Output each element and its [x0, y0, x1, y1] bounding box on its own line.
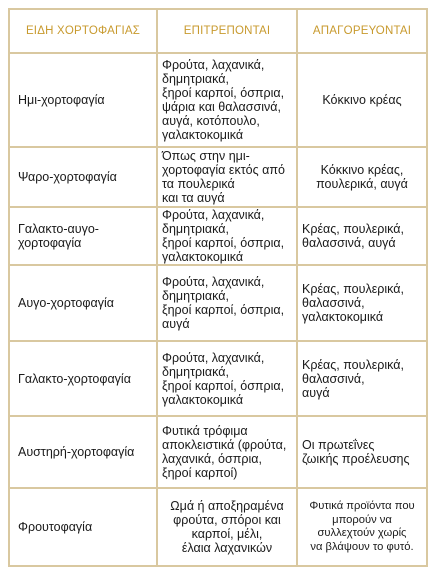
table-row — [9, 207, 427, 265]
forbidden-cell — [297, 147, 427, 207]
allowed-cell — [157, 265, 297, 341]
allowed-cell — [157, 341, 297, 416]
allowed-line: Όπως στην ημι- — [162, 149, 250, 163]
diet-type-cell — [9, 207, 157, 265]
allowed-cell — [157, 416, 297, 488]
diet-type-label: Ψαρο-χορτοφαγία — [18, 170, 117, 184]
diet-type-label: Αυγο-χορτοφαγία — [18, 296, 114, 310]
header-diet-type: ΕΙΔΗ ΧΟΡΤΟΦΑΓΙΑΣ — [9, 9, 157, 53]
forbidden-line: θαλασσινά, αυγά — [302, 236, 396, 250]
allowed-line: χορτοφαγία εκτός από — [162, 163, 285, 177]
diet-type-label: Γαλακτο-αυγο- — [18, 222, 99, 236]
forbidden-line: ζωικής προέλευσης — [302, 452, 410, 466]
allowed-line: ψάρια και θαλασσινά, — [162, 100, 281, 114]
allowed-line: Φρούτα, λαχανικά, — [162, 208, 265, 222]
allowed-line: γαλακτοκομικά — [162, 250, 244, 264]
allowed-line: δημητριακά, — [162, 72, 229, 86]
allowed-line: Φρούτα, λαχανικά, — [162, 350, 265, 365]
forbidden-line: θαλασσινά, — [302, 296, 365, 310]
allowed-line: αποκλειστικά (φρούτα, — [162, 438, 287, 452]
forbidden-line: θαλασσινά, — [302, 371, 365, 386]
allowed-line: δημητριακά, — [162, 222, 229, 236]
allowed-line: και τα αυγά — [162, 191, 225, 205]
allowed-line: ξηροί καρποί, όσπρια, — [162, 378, 285, 393]
forbidden-line: Κρέας, πουλερικά, — [302, 282, 404, 296]
allowed-cell — [157, 53, 297, 147]
allowed-line: Ωμά ή αποξηραμένα — [170, 499, 284, 513]
forbidden-cell — [297, 207, 427, 265]
allowed-line: γαλακτοκομικά — [162, 128, 244, 142]
allowed-line: φρούτα, σπόροι και — [173, 513, 281, 527]
forbidden-line: μπορούν να — [332, 513, 392, 526]
diet-type-label: χορτοφαγία — [18, 236, 82, 250]
forbidden-line: Κόκκινο κρέας — [322, 93, 402, 107]
forbidden-cell — [297, 265, 427, 341]
diet-type-label: Αυστηρή-χορτοφαγία — [18, 445, 135, 459]
forbidden-line: Οι πρωτεΐνες — [302, 438, 375, 452]
allowed-line: δημητριακά, — [162, 364, 229, 379]
allowed-line: Φυτικά τρόφιμα — [162, 424, 248, 438]
forbidden-line: να βλάψουν το φυτό. — [310, 540, 414, 553]
diet-type-label: Φρουτοφαγία — [18, 520, 93, 534]
allowed-cell — [157, 488, 297, 566]
allowed-cell — [157, 207, 297, 265]
allowed-line: Φρούτα, λαχανικά, — [162, 275, 265, 289]
allowed-line: τα πουλερικά — [162, 177, 235, 191]
table-header-row — [9, 9, 427, 53]
diet-type-cell — [9, 341, 157, 416]
allowed-line: λαχανικά, όσπρια, — [162, 452, 262, 466]
forbidden-line: συλλεχτούν χωρίς — [317, 527, 407, 539]
forbidden-cell — [297, 341, 427, 416]
diet-type-cell — [9, 488, 157, 566]
allowed-cell — [157, 147, 297, 207]
table-row — [9, 416, 427, 488]
header-forbidden: ΑΠΑΓΟΡΕΥΟΝΤΑΙ — [297, 9, 427, 53]
allowed-line: έλαια λαχανικών — [181, 541, 273, 555]
forbidden-cell — [297, 416, 427, 488]
diet-type-cell — [9, 265, 157, 341]
forbidden-line: αυγά — [302, 385, 330, 400]
forbidden-line: Κόκκινο κρέας, — [320, 163, 404, 177]
forbidden-cell — [297, 488, 427, 566]
allowed-line: αυγά — [162, 317, 190, 331]
allowed-line: ξηροί καρποί) — [162, 466, 238, 480]
vegetarian-types-table — [8, 8, 428, 567]
header-allowed: ΕΠΙΤΡΕΠΟΝΤΑΙ — [157, 9, 297, 53]
forbidden-line: Κρέας, πουλερικά, — [302, 357, 404, 372]
forbidden-line: Φυτικά προϊόντα που — [309, 500, 415, 512]
allowed-line: αυγά, κοτόπουλο, — [162, 114, 260, 128]
forbidden-line: πουλερικά, αυγά — [316, 177, 408, 191]
forbidden-line: Κρέας, πουλερικά, — [302, 222, 404, 236]
diet-type-cell — [9, 416, 157, 488]
allowed-line: γαλακτοκομικά — [162, 392, 244, 407]
forbidden-cell — [297, 53, 427, 147]
diet-type-label: Γαλακτο-χορτοφαγία — [18, 371, 131, 386]
diet-type-label: Ημι-χορτοφαγία — [18, 93, 105, 107]
forbidden-line: γαλακτοκομικά — [302, 310, 384, 324]
diet-type-cell — [9, 53, 157, 147]
table-row — [9, 341, 427, 416]
diet-type-cell — [9, 147, 157, 207]
allowed-line: ξηροί καρποί, όσπρια, — [162, 86, 285, 100]
allowed-line: ξηροί καρποί, όσπρια, — [162, 236, 285, 250]
allowed-line: δημητριακά, — [162, 289, 229, 303]
table-row — [9, 53, 427, 147]
table-row — [9, 147, 427, 207]
diet-table-container — [8, 8, 426, 567]
allowed-line: Φρούτα, λαχανικά, — [162, 58, 265, 72]
table-row — [9, 488, 427, 566]
allowed-line: ξηροί καρποί, όσπρια, — [162, 303, 285, 317]
allowed-line: καρποί, μέλι, — [191, 527, 263, 541]
table-row — [9, 265, 427, 341]
